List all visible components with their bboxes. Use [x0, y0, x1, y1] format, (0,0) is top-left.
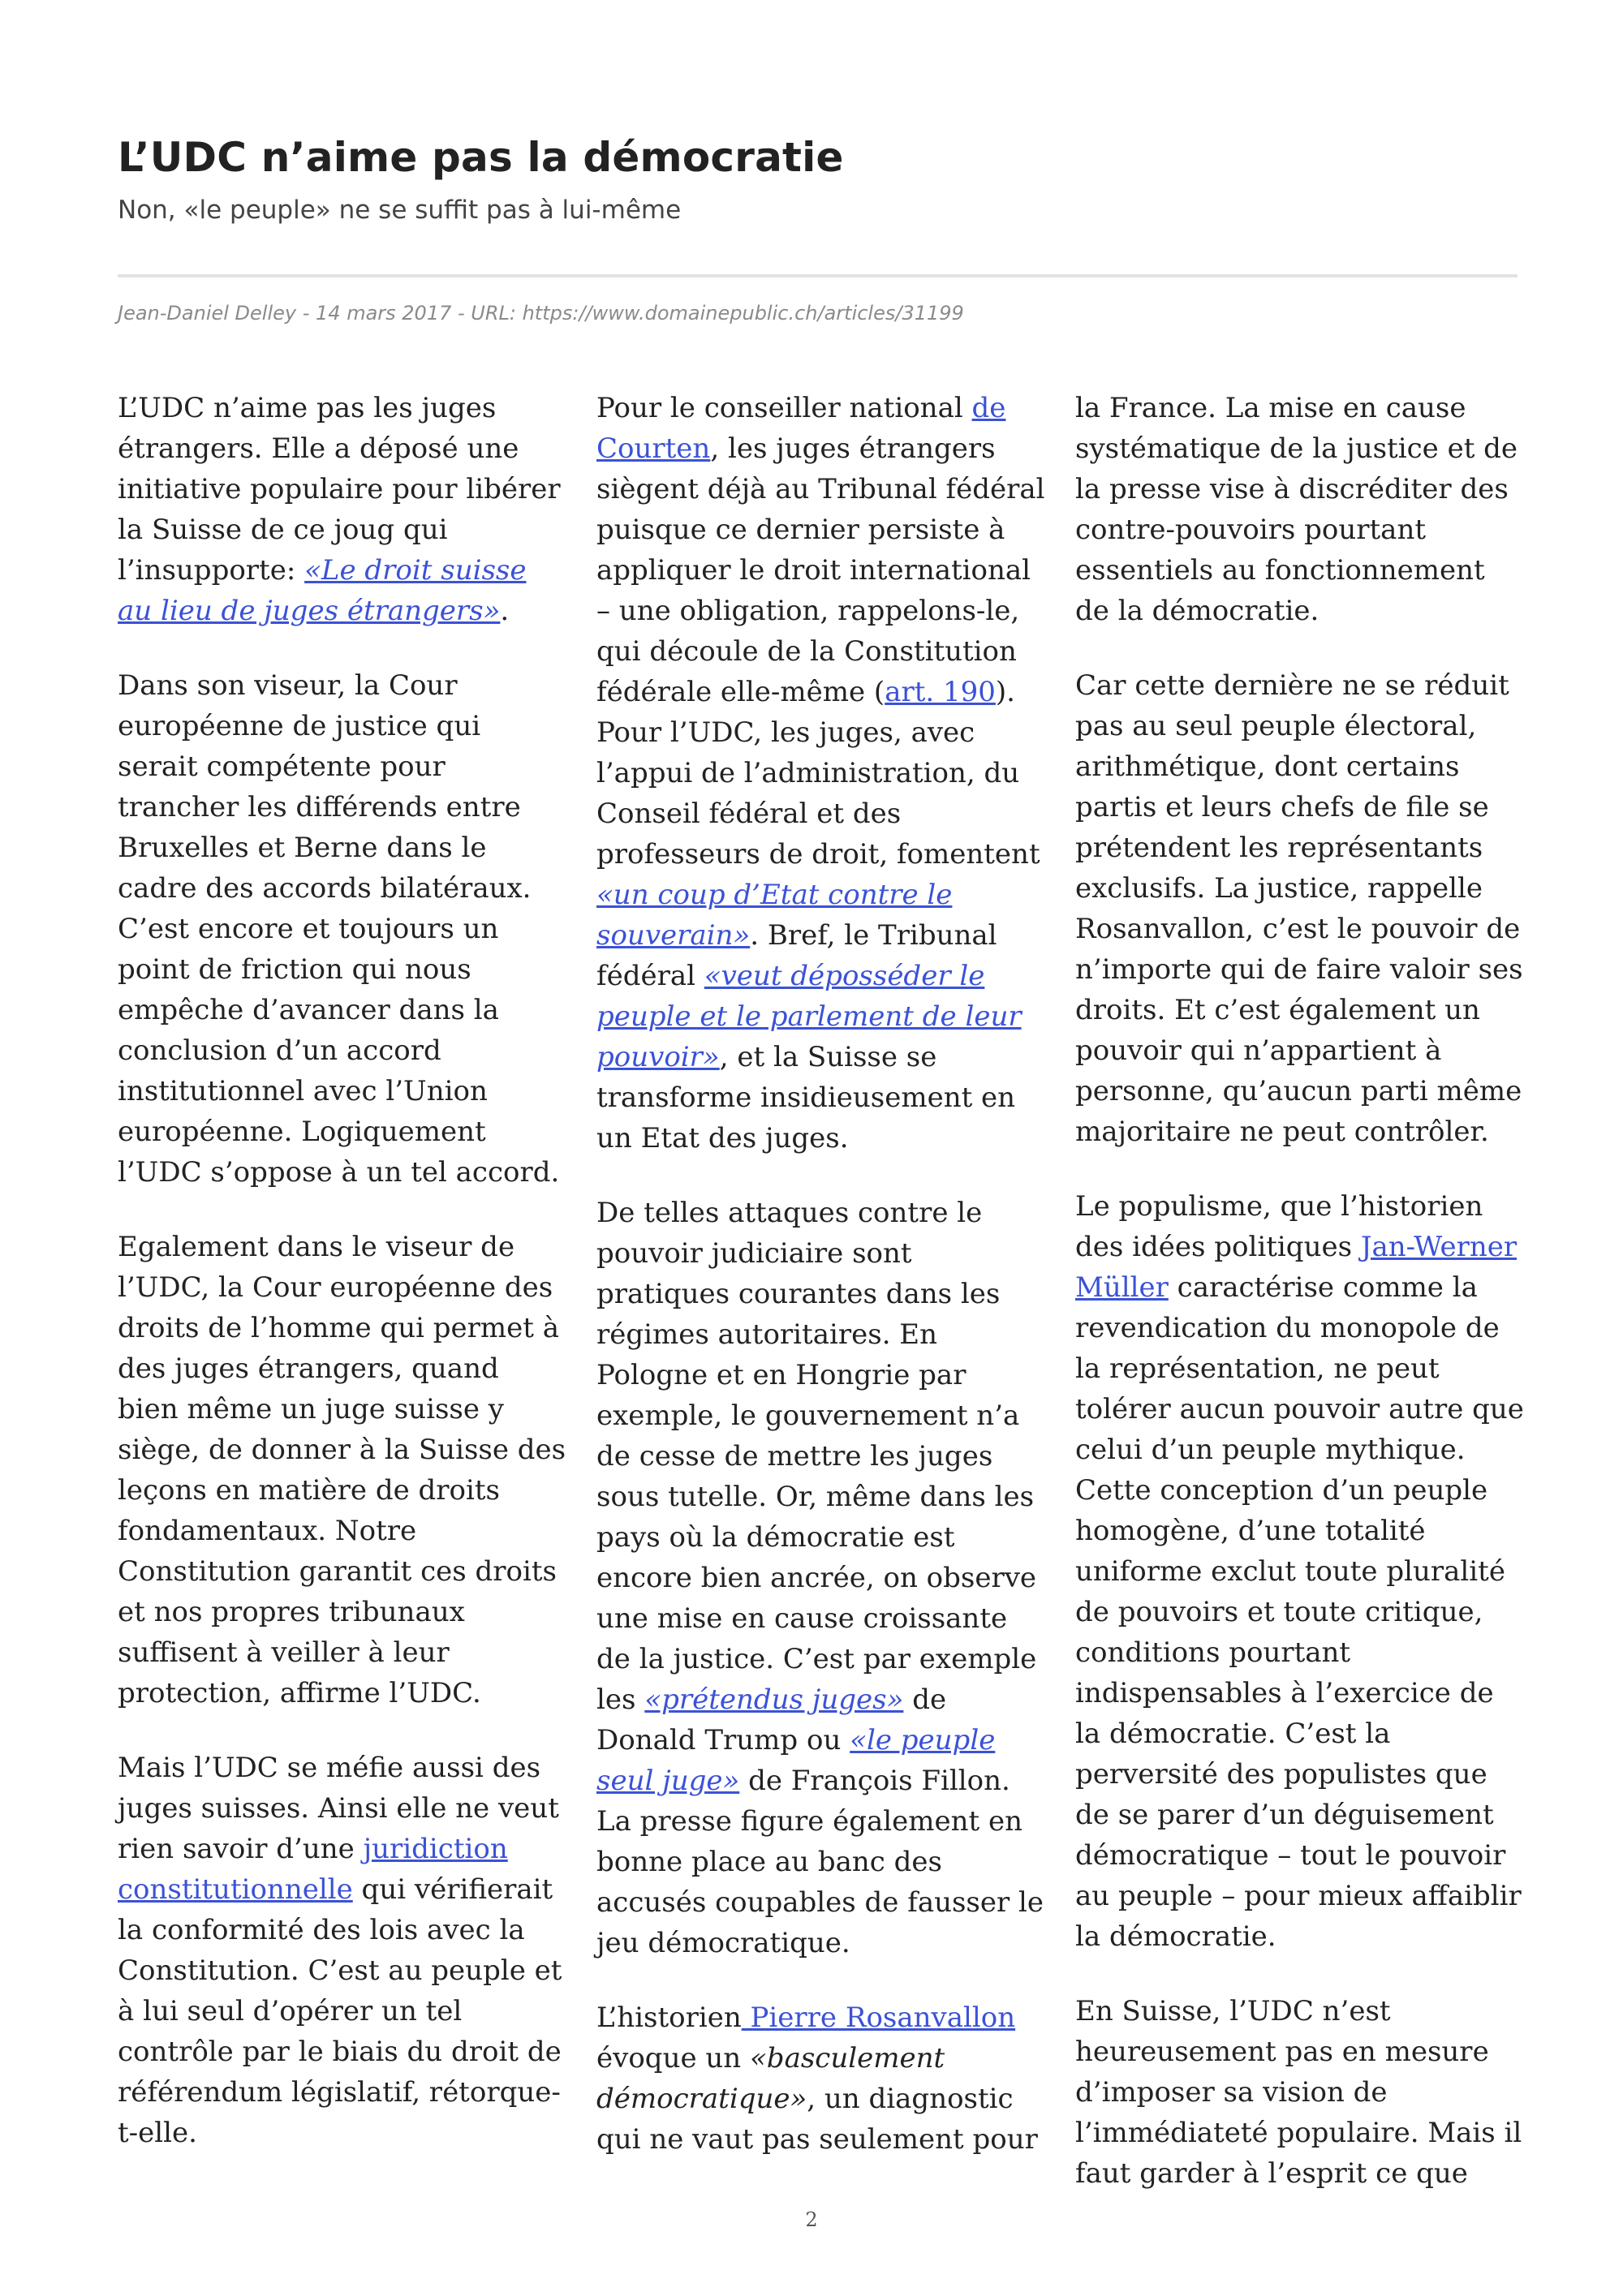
muller-link[interactable]: Jan-Werner Müller [1075, 1231, 1518, 1304]
rosanvallon-link[interactable]: Pierre Rosanvallon [741, 2001, 1016, 2034]
paragraph: L’historien Pierre Rosanvallon évoque un «basculement démocratique», un diagnostic qui ne vaut pas seulement pour [596, 2001, 1038, 2156]
header-divider [118, 274, 1518, 277]
article-title: L’UDC n’aime pas la démocratie [118, 134, 844, 181]
paragraph: la France. La mise en cause systématique de la justice et de la presse vise à discréditer des contre-pouvoirs pourtant essentiels au fonctionnement de la démocratie. [1075, 392, 1518, 627]
text-column-3 [1075, 388, 1526, 2228]
paragraph: Mais l’UDC se méfie aussi des juges suisses. Ainsi elle ne veut rien savoir d’une juridiction constitutionnelle qui vérifierait la conformité des lois avec la Constitution. C’est au peuple et à lui seul d’opérer un tel contrôle par le biais du droit de référendum législatif, rétorque-t-elle. [118, 1752, 562, 2149]
peuple-seul-juge-link[interactable]: «le peuple seul juge» [596, 1724, 996, 1797]
de-courten-link[interactable]: de Courten [596, 392, 1006, 465]
initiative-link[interactable]: «Le droit suisse au lieu de juges étrangers» [118, 554, 527, 627]
paragraph: Le populisme, que l’historien des idées politiques Jan-Werner Müller caractérise comme la revendication du monopole de la représentation, ne peut tolérer aucun pouvoir autre que celui d’un peuple mythique. Cette conception d’un peuple homogène, d’une totalité uniforme exclut toute pluralité de pouvoirs et toute critique, conditions pourtant indispensables à l’exercice de la démocratie. C’est la perversité des populistes que de se parer d’un déguisement démocratique – tout le pouvoir au peuple – pour mieux affaiblir la démocratie. [1075, 1190, 1524, 1953]
article-meta: Jean-Daniel Delley - 14 mars 2017 - URL: https://www.domainepublic.ch/articles/31199 [118, 302, 964, 325]
pretendus-juges-link[interactable]: «prétendus juges» [644, 1683, 904, 1716]
juridiction-link[interactable]: juridiction constitutionnelle [118, 1833, 508, 1906]
text-column-2 [596, 388, 1047, 2194]
art-190-link[interactable]: art. 190 [885, 676, 996, 708]
page-number: 2 [805, 2208, 818, 2231]
article-subtitle: Non, «le peuple» ne se suffit pas à lui-même [118, 196, 682, 225]
paragraph: Dans son viseur, la Cour européenne de justice qui serait compétente pour trancher les différends entre Bruxelles et Berne dans le cadre des accords bilatéraux. C’est encore et toujours un point de friction qui nous empêche d’avancer dans la conclusion d’un accord institutionnel avec l’Union européenne. Logiquement l’UDC s’oppose à un tel accord. [118, 669, 560, 1189]
paragraph: L’UDC n’aime pas les juges étrangers. Elle a déposé une initiative populaire pour libérer la Suisse de ce joug qui l’insupporte: «Le droit suisse au lieu de juges étrangers». [118, 392, 561, 627]
article-header [118, 134, 1518, 225]
paragraph: Car cette dernière ne se réduit pas au seul peuple électoral, arithmétique, dont certains partis et leurs chefs de file se prétendent les représentants exclusifs. La justice, rappelle Rosanvallon, c’est le pouvoir de n’importe qui de faire valoir ses droits. Et c’est également un pouvoir qui n’appartient à personne, qu’aucun parti même majoritaire ne peut contrôler. [1075, 669, 1523, 1148]
paragraph: Egalement dans le viseur de l’UDC, la Cour européenne des droits de l’homme qui permet à des juges étrangers, quand bien même un juge suisse y siège, de donner à la Suisse des leçons en matière de droits fondamentaux. Notre Constitution garantit ces droits et nos propres tribunaux suffisent à veiller à leur protection, affirme l’UDC. [118, 1231, 566, 1709]
text-column-1 [118, 388, 568, 2187]
paragraph: En Suisse, l’UDC n’est heureusement pas en mesure d’imposer sa vision de l’immédiateté populaire. Mais il faut garder à l’esprit ce que [1075, 1995, 1522, 2190]
deposseder-link[interactable]: «veut déposséder le peuple et le parlement de leur pouvoir» [596, 960, 1022, 1073]
paragraph: Pour le conseiller national de Courten, les juges étrangers siègent déjà au Tribunal fédéral puisque ce dernier persiste à appliquer le droit international – une obligation, rappelons-le, qui découle de la Constitution fédérale elle-même (art. 190). Pour l’UDC, les juges, avec l’appui de l’administration, du Conseil fédéral et des professeurs de droit, fomentent «un coup d’Etat contre le souverain». Bref, le Tribunal fédéral «veut déposséder le peuple et le parlement de leur pouvoir», et la Suisse se transforme insidieusement en un Etat des juges. [596, 392, 1045, 1154]
paragraph: De telles attaques contre le pouvoir judiciaire sont pratiques courantes dans les régimes autoritaires. En Pologne et en Hongrie par exemple, le gouvernement n’a de cesse de mettre les juges sous tutelle. Or, même dans les pays où la démocratie est encore bien ancrée, on observe une mise en cause croissante de la justice. C’est par exemple les «prétendus juges» de Donald Trump ou «le peuple seul juge» de François Fillon. La presse figure également en bonne place au banc des accusés coupables de fausser le jeu démocratique. [596, 1197, 1044, 1959]
coup-etat-link[interactable]: «un coup d’Etat contre le souverain» [596, 879, 953, 952]
